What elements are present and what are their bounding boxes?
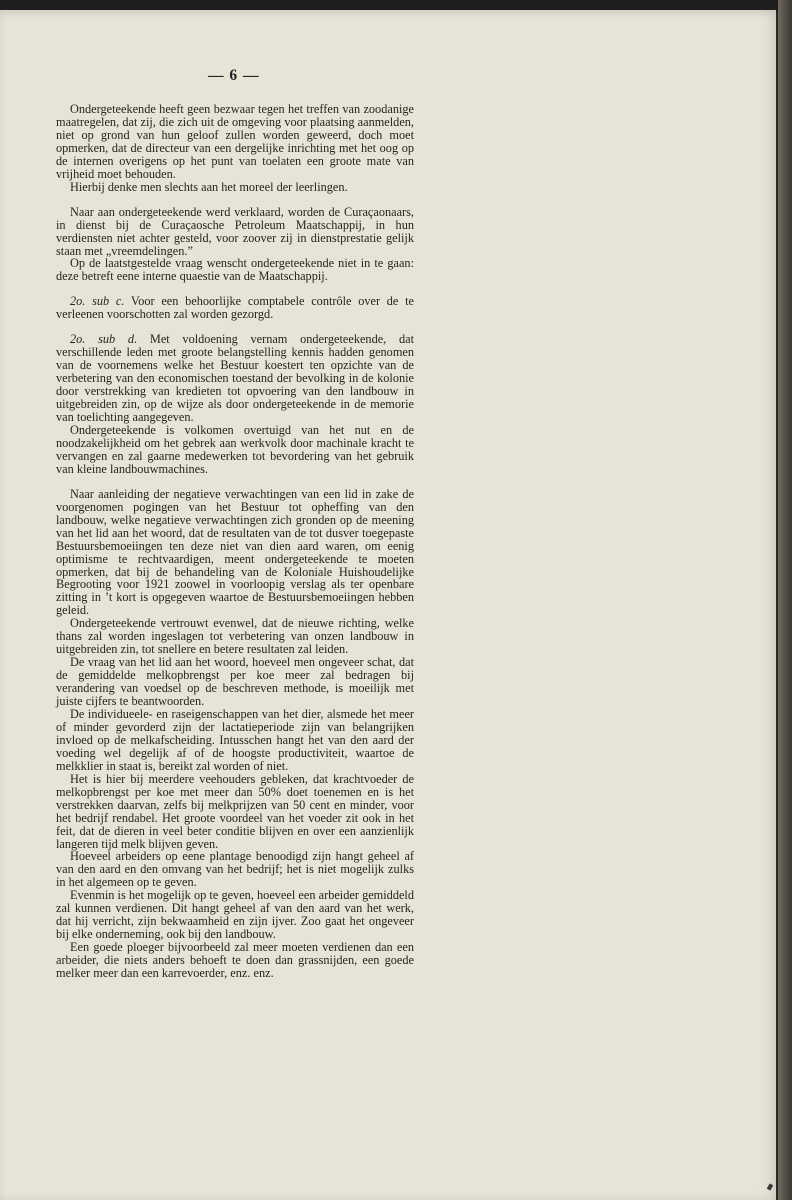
paragraph-14: Evenmin is het mogelijk op te geven, hoeveel een arbeider gemiddeld zal kunnen verdienen. Dit hangt geheel af van den aard van het werk, dat hij verricht, zijn bekwaamheid en zijn ijver. Zoo gaat het ongeveer bij elke onderneming, ook bij den landbouw. bbox=[56, 888, 414, 942]
paragraph-6-text: Met voldoening vernam ondergeteekende, dat verschillende leden met groote belangstelling kennis hadden genomen van de voornemens welke het Bestuur koestert ten opzichte van de verbetering van den economischen toestand der bevolking in de kolonie door verstrekking van kredieten tot opvoering van den landbouw in uitgebreiden zin, op de wijze als door ondergeteekende in de memorie van toelichting aangegeven. bbox=[56, 332, 415, 425]
paragraph-5 bbox=[56, 295, 414, 321]
paragraph-12: Het is hier bij meerdere veehouders gebleken, dat krachtvoeder de melkopbrengst per koe met meer dan 50% doet toenemen en is het verstrekken daarvan, zelfs bij melkprijzen van 50 cent en minder, voor het bedrijf rendabel. Het groote voordeel van het voeder zit ook in het feit, dat de dieren in veel beter conditie blijven en over een aanzienlijk langeren tijd melk blijven geven. bbox=[56, 771, 414, 851]
scan-border-right bbox=[778, 0, 792, 1200]
paragraph-8: Naar aanleiding der negatieve verwachtingen van een lid in zake de voorgenomen pogingen van het Bestuur tot opheffing van den landbouw, welke negatieve verwachtingen zich gronden op de meening van het lid aan het woord, dat de resultaten van de tot dusver toegepaste Bestuursbemoeiingen ten deze niet van dien aard waren, om eenig optimisme te rechtvaardigen, meent ondergeteekende te moeten opmerken, dat bij de behandeling van de Koloniale Huishoudelijke Begrooting voor 1921 zoowel in voorloopig verslag als ter openbare zitting in ’t kort is opgegeven waartoe de Bestuursbemoeiingen hebben geleid. bbox=[56, 486, 414, 618]
paragraph-2: Hierbij denke men slechts aan het moreel der leerlingen. bbox=[70, 179, 348, 194]
paragraph-9: Ondergeteekende vertrouwt evenwel, dat de nieuwe richting, welke thans zal worden ingeslagen tot verbetering van onzen landbouw in uitgebreiden zin, tot snellere en betere resultaten zal leiden. bbox=[56, 616, 414, 657]
section-label-sub-c: 2o. sub c. bbox=[70, 294, 125, 309]
paragraph-10: De vraag van het lid aan het woord, hoeveel men ongeveer schat, dat de gemiddelde melkopbrengst per koe meer zal bedragen bij verandering van voedsel op de beschreven methode, is moeilijk met juiste cijfers te beantwoorden. bbox=[56, 655, 414, 709]
paragraph-5-text: Voor een behoorlijke comptabele contrôle over de te verleenen voorschotten zal worden gezorgd. bbox=[56, 294, 414, 322]
document-page bbox=[0, 10, 776, 1200]
section-label-sub-d: 2o. sub d. bbox=[70, 332, 138, 347]
scan-speck bbox=[767, 1183, 773, 1190]
paragraph-3: Naar aan ondergeteekende werd verklaard, worden de Curaçaonaars, in dienst bij de Curaçaosche Petroleum Maatschappij, in hun verdiensten niet achter gesteld, voor zoover zij in dienstprestatie gelijk staan met „vreemdelingen.” bbox=[56, 204, 414, 258]
paragraph-7: Ondergeteekende is volkomen overtuigd van het nut en de noodzakelijkheid om het gebrek aan werkvolk door machinale kracht te vervangen en zal gaarne medewerken tot bevordering van het gebruik van kleine landbouwmachines. bbox=[56, 422, 414, 476]
paragraph-1: Ondergeteekende heeft geen bezwaar tegen het treffen van zoodanige maatregelen, dat zij, die zich uit de omgeving voor plaatsing aanmelden, niet op grond van hun geloof zullen worden geweerd, doch moet opmerken, dat de directeur van een dergelijke inrichting met het oog op de internen overigens op het punt van toelaten een groote mate van vrijheid moet behouden. bbox=[56, 102, 414, 181]
page-number: — 6 — bbox=[208, 67, 260, 84]
body-text bbox=[56, 103, 414, 980]
paragraph-15: Een goede ploeger bijvoorbeeld zal meer moeten verdienen dan een arbeider, die niets anders behoeft te doen dan grassnijden, een goede melker meer dan een karrevoerder, enz. enz. bbox=[56, 940, 414, 981]
paragraph-13: Hoeveel arbeiders op eene plantage benoodigd zijn hangt geheel af van den aard en den omvang van het bedrijf; het is niet mogelijk zulks in het algemeen op te geven. bbox=[56, 849, 414, 890]
paragraph-11: De individueele- en raseigenschappen van het dier, alsmede het meer of minder gevorderd zijn der lactatieperiode zijn van belangrijken invloed op de melkafscheiding. Intusschen hangt het van den aard der voeding wel degelijk af of de hoogste productiviteit, waartoe de melkklier in staat is, bereikt zal worden of niet. bbox=[56, 706, 414, 773]
paragraph-6 bbox=[56, 333, 414, 424]
paragraph-4: Op de laatstgestelde vraag wenscht ondergeteekende niet in te gaan: deze betreft eene interne quaestie van de Maatschappij. bbox=[56, 256, 414, 284]
